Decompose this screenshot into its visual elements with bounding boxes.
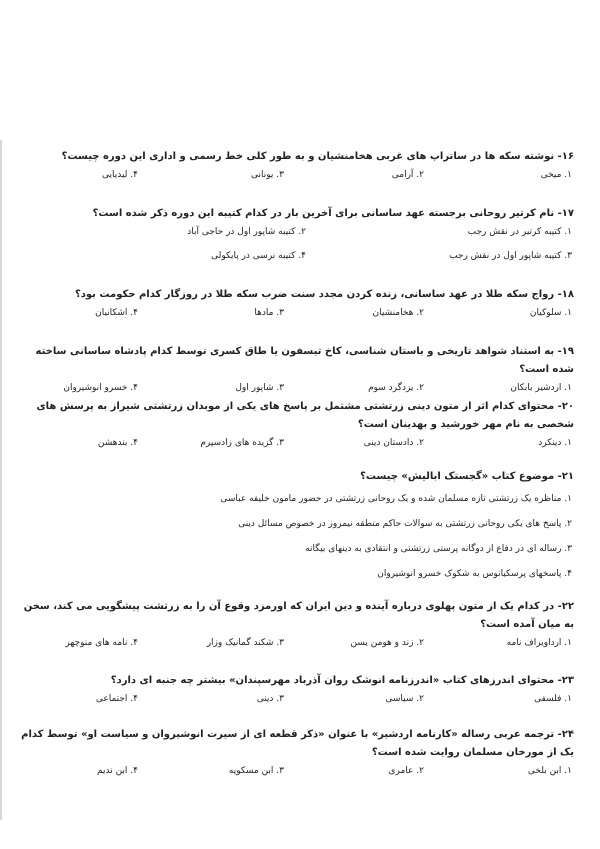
option-2[interactable]: ۲. سیاسی bbox=[385, 694, 424, 704]
option-1[interactable]: ۱. اردشیر بابکان bbox=[510, 383, 572, 393]
option-4[interactable]: ۴. ابن ندیم bbox=[96, 766, 138, 776]
option-3[interactable]: ۳. کتیبه شاپور اول در نقش رجب bbox=[449, 251, 572, 261]
option-1[interactable]: ۱. ابن بلخی bbox=[527, 766, 572, 776]
question-16-options bbox=[18, 170, 574, 192]
question-19 bbox=[18, 343, 574, 405]
option-1[interactable]: ۱. دینکرد bbox=[538, 438, 572, 448]
question-22 bbox=[18, 598, 574, 660]
option-4[interactable]: ۴. لیدیایی bbox=[101, 170, 138, 180]
question-20-options bbox=[18, 438, 574, 460]
option-3[interactable]: ۳. یونانی bbox=[251, 170, 284, 180]
option-3[interactable]: ۳. ابن مسکویه bbox=[228, 766, 284, 776]
question-16 bbox=[18, 148, 574, 192]
option-1[interactable]: ۱. میخی bbox=[540, 170, 572, 180]
question-19-text: ۱۹- به استناد شواهد تاریخی و باستان شناسی، کاخ تیسفون یا طاق کسری توسط کدام پادشاه ساسانی ساخته شده است؟ bbox=[35, 346, 574, 375]
question-17-options bbox=[18, 227, 574, 271]
question-21 bbox=[18, 468, 574, 592]
question-23-options bbox=[18, 694, 574, 716]
question-24 bbox=[18, 726, 574, 788]
option-2[interactable]: ۲. دادستان دینی bbox=[363, 438, 424, 448]
question-24-text: ۲۴- ترجمه عربی رساله «کارنامه اردشیر» با عنوان «ذکر قطعه ای از سیرت انوشیروان و سیاست او» توسط کدام یک از مورخان مسلمان روایت شده است؟ bbox=[21, 729, 574, 758]
option-3[interactable]: ۳. مادها bbox=[254, 308, 284, 318]
question-22-text: ۲۲- در کدام یک از متون پهلوی درباره آینده و دین ایران که اورمزد وقوع آن را به زرتشت پیشگویی می کند، سخن به میان آمده است؟ bbox=[23, 601, 574, 630]
option-1[interactable]: ۱. فلسفی bbox=[534, 694, 572, 704]
question-18-text: ۱۸- رواج سکه طلا در عهد ساسانی، زنده کردن مجدد سنت ضرب سکه طلا در روزگار کدام حکومت بود؟ bbox=[74, 289, 574, 300]
option-3[interactable]: ۳. گزیده های زادسپرم bbox=[200, 438, 284, 448]
option-4[interactable]: ۴. بندهشن bbox=[97, 438, 138, 448]
option-3[interactable]: ۳. رساله ای در دفاع از دوگانه پرستی زرتشتی و انتقادی به دینهای بیگانه bbox=[305, 544, 572, 554]
option-4[interactable]: ۴. خسرو انوشیروان bbox=[63, 383, 138, 393]
option-1[interactable]: ۱. کتیبه کرتیر در نقش رجب bbox=[467, 227, 572, 237]
question-20 bbox=[18, 398, 574, 460]
option-1[interactable]: ۱. ارداویراف نامه bbox=[506, 638, 572, 648]
question-18 bbox=[18, 286, 574, 330]
question-16-text: ۱۶- نوشته سکه ها در ساتراپ های غربی هخامنشیان و به طور کلی خط رسمی و اداری این دوره چیست؟ bbox=[61, 151, 574, 162]
option-4[interactable]: ۴. پاسخهای پرسکیانوس به شکوک خسرو انوشیروان bbox=[377, 569, 572, 579]
question-24-options bbox=[18, 766, 574, 788]
option-2[interactable]: ۲. عامری bbox=[388, 766, 424, 776]
option-4[interactable]: ۴. کتیبه نرسی در پایکولی bbox=[211, 251, 306, 261]
option-4[interactable]: ۴. اجتماعی bbox=[95, 694, 138, 704]
option-4[interactable]: ۴. نامه های منوچهر bbox=[65, 638, 138, 648]
question-23 bbox=[18, 672, 574, 716]
option-2[interactable]: ۲. پاسخ های یکی روحانی زرتشتی به سوالات حاکم منطقه نیمروز در خصوص مسائل دینی bbox=[238, 519, 572, 529]
question-20-text: ۲۰- محتوای کدام اثر از متون دینی زرتشتی مشتمل بر پاسخ های یکی از موبدان زرتشتی شیراز به پرسش های شخصی به نام مهر خورشید و بهدینان است؟ bbox=[36, 401, 574, 430]
question-17-text: ۱۷- نام کرتیر روحانی برجسته عهد ساسانی برای آخرین بار در کدام کتیبه این دوره ذکر شده است؟ bbox=[92, 208, 574, 219]
option-4[interactable]: ۴. اشکانیان bbox=[95, 308, 138, 318]
question-18-options bbox=[18, 308, 574, 330]
question-21-text: ۲۱- موضوع کتاب «گجستک ابالیش» چیست؟ bbox=[360, 471, 574, 482]
option-2[interactable]: ۲. آرامی bbox=[391, 170, 424, 180]
option-1[interactable]: ۱. سلوکیان bbox=[529, 308, 572, 318]
option-2[interactable]: ۲. یزدگرد سوم bbox=[368, 383, 424, 393]
question-17 bbox=[18, 205, 574, 271]
option-2[interactable]: ۲. هخامنشیان bbox=[372, 308, 424, 318]
option-1[interactable]: ۱. مناظره یک زرتشتی تازه مسلمان شده و یک روحانی زرتشتی در حضور مامون خلیفه عباسی bbox=[220, 494, 572, 504]
option-3[interactable]: ۳. شاپور اول bbox=[235, 383, 284, 393]
question-21-options bbox=[18, 492, 574, 582]
page-margin-line bbox=[0, 140, 2, 820]
option-2[interactable]: ۲. زند و هومن یسن bbox=[350, 638, 424, 648]
question-23-text: ۲۳- محتوای اندرزهای کتاب «اندرزنامه انوشک روان آذرباد مهرسپندان» بیشتر چه جنبه ای دارد؟ bbox=[110, 675, 574, 686]
question-22-options bbox=[18, 638, 574, 660]
option-3[interactable]: ۳. شکند گمانیک وزار bbox=[206, 638, 284, 648]
option-3[interactable]: ۳. دینی bbox=[256, 694, 284, 704]
option-2[interactable]: ۲. کتیبه شاپور اول در حاجی آباد bbox=[187, 227, 306, 237]
